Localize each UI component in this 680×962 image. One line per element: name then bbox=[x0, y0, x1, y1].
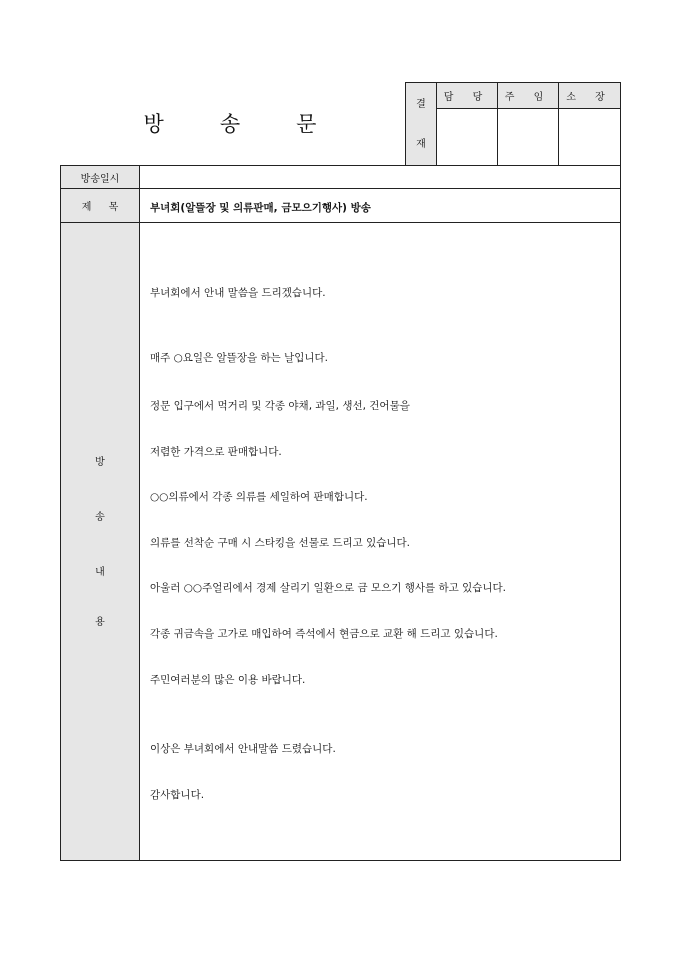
content-line-2: 매주 ○요일은 알뜰장을 하는 날입니다. bbox=[150, 352, 328, 364]
content-line-8: 각종 귀금속을 고가로 매입하여 즉석에서 현금으로 교환 해 드리고 있습니다. bbox=[150, 628, 498, 640]
content-line-11: 감사합니다. bbox=[150, 789, 205, 801]
content-line-6: 의류를 선착순 구매 시 스타킹을 선물로 드리고 있습니다. bbox=[150, 537, 410, 549]
subject-label: 제 목 bbox=[81, 202, 119, 213]
table-right-border bbox=[620, 165, 621, 861]
content-label-char-4: 용 bbox=[95, 617, 105, 628]
content-line-9: 주민여러분의 많은 이용 바랍니다. bbox=[150, 674, 306, 686]
title-char-2: 송 bbox=[219, 112, 241, 136]
approval-label-bottom: 재 bbox=[416, 138, 426, 150]
date-value bbox=[150, 166, 610, 188]
approval-header-bottom bbox=[436, 108, 621, 109]
row-divider-2 bbox=[60, 222, 621, 223]
approval-header-chief: 주 임 bbox=[504, 92, 552, 103]
content-line-4: 저렴한 가격으로 판매합니다. bbox=[150, 446, 282, 458]
approval-header-director: 소 장 bbox=[566, 92, 613, 103]
approval-label-top: 결 bbox=[416, 98, 426, 110]
content-line-3: 정문 입구에서 먹거리 및 각종 야채, 과일, 생선, 건어물을 bbox=[150, 400, 410, 412]
content-line-1: 부녀회에서 안내 말씀을 드리겠습니다. bbox=[150, 287, 326, 299]
content-label-char-2: 송 bbox=[95, 512, 105, 523]
approval-box-right bbox=[620, 82, 621, 166]
content-label-char-1: 방 bbox=[95, 457, 105, 468]
table-bottom-border bbox=[60, 860, 621, 861]
row-divider-1 bbox=[60, 188, 621, 189]
content-line-5: ○○의류에서 각종 의류를 세일하여 판매합니다. bbox=[150, 491, 368, 503]
title-char-1: 방 bbox=[143, 112, 164, 136]
content-label-char-3: 내 bbox=[95, 567, 105, 578]
document-title bbox=[60, 108, 400, 148]
content-line-7: 아울러 ○○주얼리에서 경제 살리기 일환으로 금 모으기 행사를 하고 있습니다. bbox=[150, 582, 506, 594]
approval-header-manager: 담 당 bbox=[443, 92, 491, 103]
content-line-10: 이상은 부녀회에서 안내말씀 드렸습니다. bbox=[150, 743, 336, 755]
title-char-3: 문 bbox=[296, 112, 317, 136]
date-label: 방송일시 bbox=[80, 173, 120, 185]
subject-value: 부녀회(알뜰장 및 의류판매, 금모으기행사) 방송 bbox=[150, 202, 371, 214]
